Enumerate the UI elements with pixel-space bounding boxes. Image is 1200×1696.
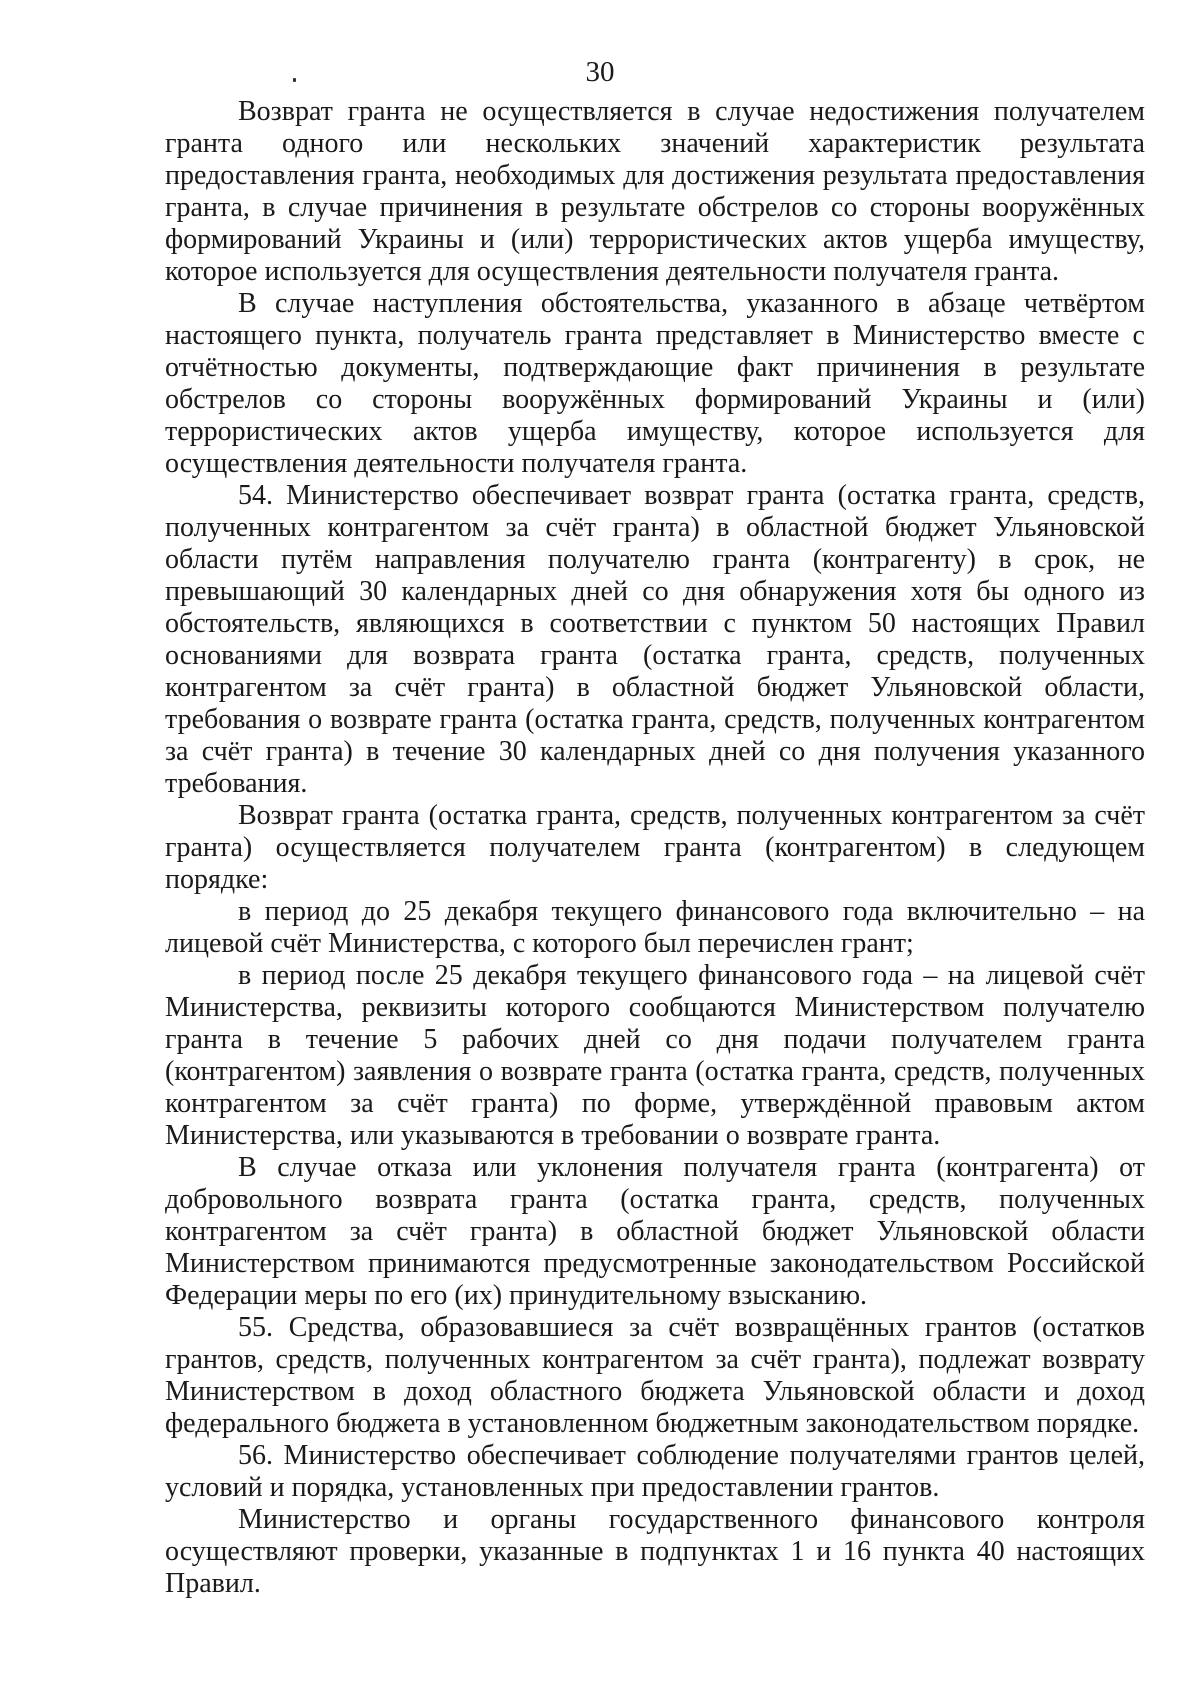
paragraph-item-56: 56. Министерство обеспечивает соблюдение получателями грантов целей, условий и порядка, установленных при предоставлении грантов. [165, 1440, 1145, 1503]
paragraph: В случае отказа или уклонения получателя гранта (контрагента) от добровольного возврата гранта (остатка гранта, средств, полученных контрагентом за счёт гранта) в областной бюджет Ульяновской области Министерством принимаются предусмотренные законодательством Российской Федерации меры по его (их) принудительному взысканию. [165, 1152, 1145, 1311]
paragraph-item-55: 55. Средства, образовавшиеся за счёт возвращённых грантов (остатков грантов, средств, полученных контрагентом за счёт гранта), подлежат возврату Министерством в доход областного бюджета Ульяновской области и доход федерального бюджета в установленном бюджетным законодательством порядке. [165, 1312, 1145, 1439]
document-body [165, 96, 1145, 1600]
paragraph: в период до 25 декабря текущего финансового года включительно – на лицевой счёт Министерства, с которого был перечислен грант; [165, 896, 1145, 959]
scan-artifact-mark [293, 78, 296, 82]
page-number: 30 [585, 56, 615, 88]
paragraph: В случае наступления обстоятельства, указанного в абзаце четвёртом настоящего пункта, получатель гранта представляет в Министерство вместе с отчётностью документы, подтверждающие факт причинения в результате обстрелов со стороны вооружённых формирований Украины и (или) террористических актов ущерба имуществу, которое используется для осуществления деятельности получателя гранта. [165, 288, 1145, 479]
paragraph: Возврат гранта (остатка гранта, средств, полученных контрагентом за счёт гранта) осуществляется получателем гранта (контрагентом) в следующем порядке: [165, 800, 1145, 895]
paragraph-item-54: 54. Министерство обеспечивает возврат гранта (остатка гранта, средств, полученных контрагентом за счёт гранта) в областной бюджет Ульяновской области путём направления получателю гранта (контрагенту) в срок, не превышающий 30 календарных дней со дня обнаружения хотя бы одного из обстоятельств, являющихся в соответствии с пунктом 50 настоящих Правил основаниями для возврата гранта (остатка гранта, средств, полученных контрагентом за счёт гранта) в областной бюджет Ульяновской области, требования о возврате гранта (остатка гранта, средств, полученных контрагентом за счёт гранта) в течение 30 календарных дней со дня получения указанного требования. [165, 480, 1145, 799]
paragraph: Возврат гранта не осуществляется в случае недостижения получателем гранта одного или нескольких значений характеристик результата предоставления гранта, необходимых для достижения результата предоставления гранта, в случае причинения в результате обстрелов со стороны вооружённых формирований Украины и (или) террористических актов ущерба имуществу, которое используется для осуществления деятельности получателя гранта. [165, 96, 1145, 287]
paragraph: в период после 25 декабря текущего финансового года – на лицевой счёт Министерства, реквизиты которого сообщаются Министерством получателю гранта в течение 5 рабочих дней со дня подачи получателем гранта (контрагентом) заявления о возврате гранта (остатка гранта, средств, полученных контрагентом за счёт гранта) по форме, утверждённой правовым актом Министерства, или указываются в требовании о возврате гранта. [165, 960, 1145, 1151]
paragraph: Министерство и органы государственного финансового контроля осуществляют проверки, указанные в подпунктах 1 и 16 пункта 40 настоящих Правил. [165, 1504, 1145, 1599]
